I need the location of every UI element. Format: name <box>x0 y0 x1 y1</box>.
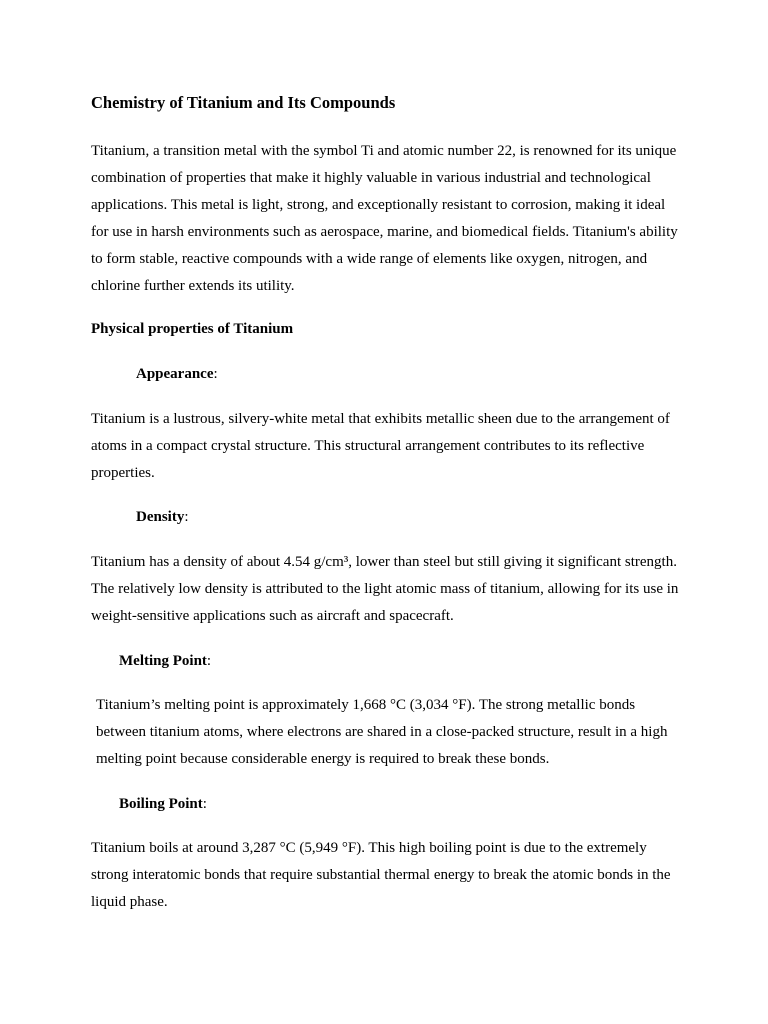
density-heading <box>136 506 189 528</box>
section-heading-text: Physical properties of Titanium <box>91 321 294 337</box>
appearance-label: Appearance <box>136 366 214 382</box>
section-heading <box>91 318 293 340</box>
melting-point-paragraph: Titanium’s melting point is approximately 1,668 °C (3,034 °F). The strong metallic bonds between titanium atoms, where electrons are shared in a close-packed structure, result in a high melting point because considerable energy is required to break these bonds. <box>96 697 668 767</box>
document-title: Chemistry of Titanium and Its Compounds <box>91 93 396 112</box>
appearance-heading <box>136 363 218 385</box>
appearance-colon: : <box>213 366 218 382</box>
melting-point-label: Melting Point <box>119 653 207 669</box>
density-paragraph: Titanium has a density of about 4.54 g/cm³, lower than steel but still giving it significant strength. The relatively low density is attributed to the light atomic mass of titanium, allowing for its use in weight-sensitive applications such as aircraft and spacecraft. <box>91 554 679 624</box>
boiling-point-paragraph: Titanium boils at around 3,287 °C (5,949 °F). This high boiling point is due to the extremely strong interatomic bonds that require substantial thermal energy to break the atomic bonds in the liquid phase. <box>91 840 671 910</box>
boiling-point-heading <box>119 793 207 815</box>
melting-point-heading <box>119 650 211 672</box>
melting-point-colon: : <box>206 653 212 669</box>
intro-paragraph: Titanium, a transition metal with the symbol Ti and atomic number 22, is renowned for its unique combination of properties that make it highly valuable in various industrial and technological applications. This metal is light, strong, and exceptionally resistant to corrosion, making it ideal for use in harsh environments such as aerospace, marine, and biomedical fields. Titanium's ability to form stable, reactive compounds with a wide range of elements like oxygen, nitrogen, and chlorine further extends its utility. <box>91 143 678 294</box>
density-label: Density <box>136 509 185 525</box>
appearance-paragraph: Titanium is a lustrous, silvery-white metal that exhibits metallic sheen due to the arrangement of atoms in a compact crystal structure. This structural arrangement contributes to its reflective properties. <box>91 411 670 481</box>
boiling-point-label: Boiling Point <box>119 796 203 812</box>
density-colon: : <box>184 509 189 525</box>
boiling-point-colon: : <box>202 796 207 812</box>
